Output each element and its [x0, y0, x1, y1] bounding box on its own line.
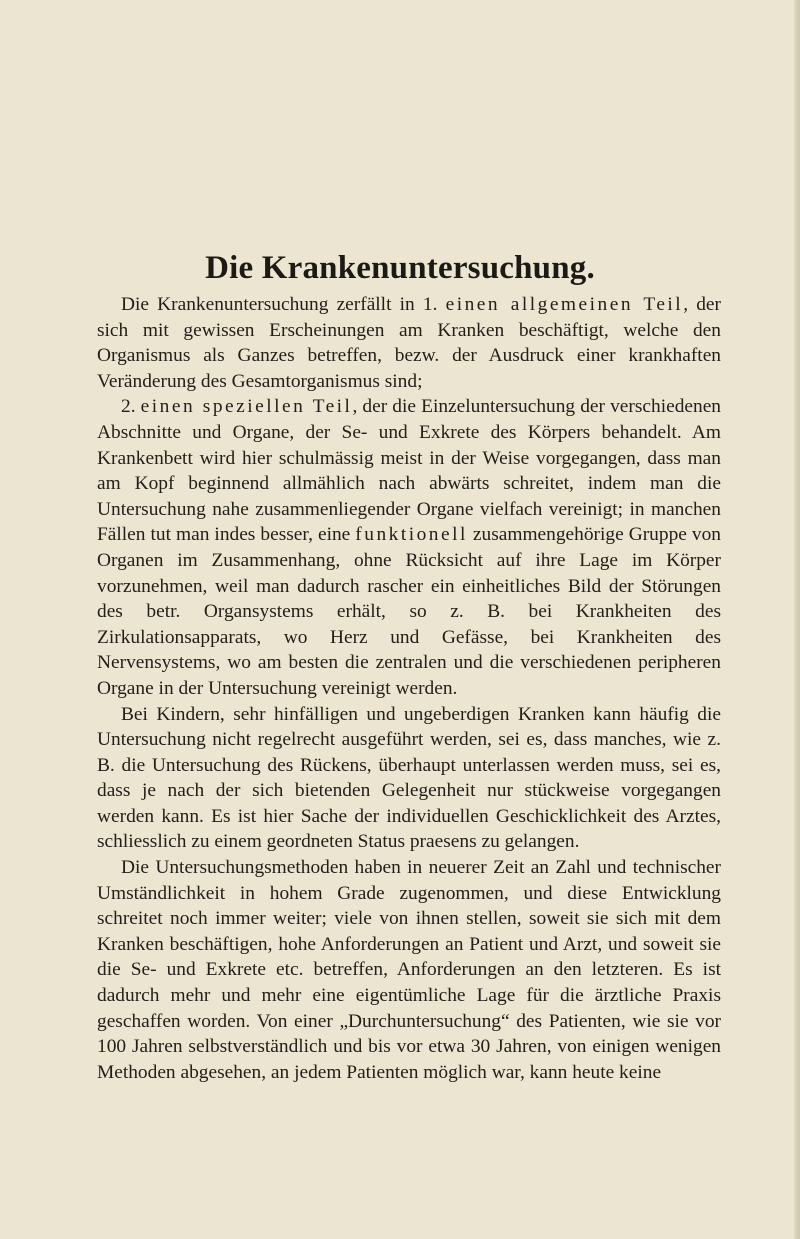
text-run: , der sich mit gewissen Erscheinungen am Kranken beschäftigt, welche den Organismus als Ganzes betreffen, bezw. der Ausdruck einer krankhaften Veränderung des Gesamtorganismus sind;: [97, 294, 721, 392]
chapter-title: Die Krankenuntersuchung.: [205, 250, 595, 286]
body-text: [97, 292, 721, 1085]
text-run: Bei Kindern, sehr hinfälligen und ungeberdigen Kranken kann häufig die Untersuchung nicht regelrecht ausgeführt werden, sei es, dass manches, wie z. B. die Untersuchung des Rückens, überhaupt unterlassen werden muss, sei es, dass je nach der sich bietenden Gelegenheit nur stückweise vorgegangen werden kann. Es ist hier Sache der individuellen Geschicklichkeit des Arztes, schliesslich zu einem geordneten Status praesens zu gelangen.: [97, 703, 721, 853]
paragraph: [97, 855, 721, 1085]
spaced-emphasis: einen speziellen Teil: [140, 396, 353, 418]
spaced-emphasis: einen allgemeinen Teil: [445, 294, 684, 315]
page-edge: [794, 0, 800, 1239]
text-run: , der die Einzeluntersuchung der verschiedenen Abschnitte und Organe, der Se- und Exkrete des Körpers behandelt. Am Krankenbett wird hier schulmässig meist in der Weise vorgegangen, dass man am Kopf beginnend allmählich nach abwärts schreitet, indem man die Untersuchung nahe zusammenliegender Organe vielfach vereinigt; in manchen Fällen tut man indes besser, eine: [97, 396, 722, 546]
paragraph: [97, 394, 721, 701]
spaced-emphasis: funktionell: [355, 524, 468, 546]
paragraph: [97, 702, 721, 856]
text-run: Die Untersuchungsmethoden haben in neuerer Zeit an Zahl und technischer Umständlichkeit in hohem Grade zugenommen, und diese Entwicklung schreitet noch immer weiter; viele von ihnen stellen, soweit sie sich mit dem Kranken beschäftigen, hohe Anforderungen an Patient und Arzt, und soweit sie die Se- und Exkrete etc. betreffen, Anforderungen an den letzteren. Es ist dadurch mehr und mehr eine eigentümliche Lage für die ärztliche Praxis geschaffen worden. Von einer „Durchuntersuchung“ des Patienten, wie sie vor 100 Jahren selbstverständlich und bis vor etwa 30 Jahren, von einigen wenigen Methoden abgesehen, an jedem Patienten möglich war, kann heute keine: [97, 857, 721, 1083]
text-run: Die Krankenuntersuchung zerfällt in 1.: [121, 294, 446, 315]
text-run: zusammengehörige Gruppe von Organen im Zusammenhang, ohne Rücksicht auf ihre Lage im Körper vorzunehmen, weil man dadurch rascher ein einheitliches Bild der Störungen des betr. Organsystems erhält, so z. B. bei Krankheiten des Zirkulationsapparats, wo Herz und Gefässe, bei Krankheiten des Nervensystems, wo am besten die zentralen und die verschiedenen peripheren Organe in der Untersuchung vereinigt werden.: [97, 524, 721, 699]
paragraph: [97, 292, 721, 394]
text-run: 2.: [121, 396, 141, 418]
